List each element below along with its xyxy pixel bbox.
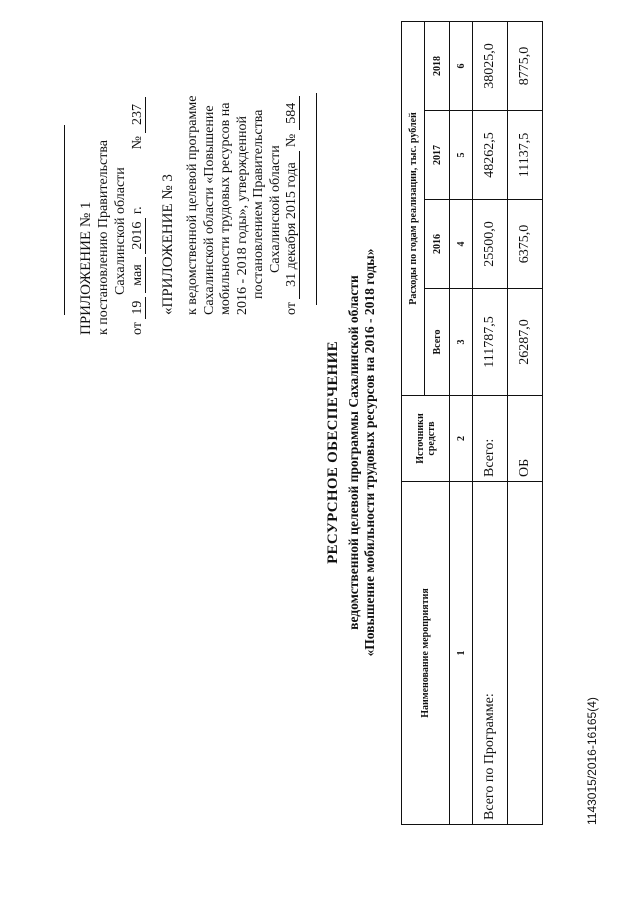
title-line2: ведомственной целевой программы Сахалинской области: [346, 275, 361, 630]
header-expenses: Расходы по годам реализации, тыс. рублей: [402, 22, 425, 396]
row-total: 111787,5: [473, 289, 508, 396]
document-code: 1143015/2016-16165(4): [585, 697, 599, 825]
appendix-1-line2: Сахалинской области: [113, 167, 128, 295]
appendix-3-block: [160, 0, 301, 315]
header-name: Наименование мероприятия: [402, 482, 450, 825]
table-header-row: [402, 22, 425, 825]
appendix-3-line5: постановлением Правительства: [251, 109, 266, 299]
number-label-2: №: [284, 133, 299, 148]
date-prefix: от: [130, 322, 145, 335]
col-number: 4: [450, 200, 473, 289]
row-2016: 6375,0: [508, 200, 543, 289]
header-total: Всего: [425, 289, 450, 396]
number-label: №: [130, 136, 145, 150]
decree-number-2: 584: [285, 96, 300, 130]
date-prefix-2: от: [284, 302, 299, 315]
row-source: Всего:: [473, 396, 508, 482]
appendix-3-date-line: [284, 0, 301, 315]
appendix-1-title: ПРИЛОЖЕНИЕ № 1: [78, 201, 94, 335]
rule-line: [64, 125, 65, 315]
appendix-3-title: «ПРИЛОЖЕНИЕ № 3: [160, 174, 176, 315]
row-source: ОБ: [508, 396, 543, 482]
header-source: Источники средств: [402, 396, 450, 482]
col-number: 5: [450, 111, 473, 200]
col-number: 3: [450, 289, 473, 396]
table-row: [473, 22, 508, 825]
row-name: [508, 482, 543, 825]
appendix-3-line4: 2016 - 2018 годы», утвержденной: [234, 115, 250, 315]
row-2018: 8775,0: [508, 22, 543, 111]
date-suffix: г.: [130, 206, 145, 215]
appendix-1-date-line: [129, 35, 146, 335]
row-2018: 38025,0: [473, 22, 508, 111]
col-number: 1: [450, 482, 473, 825]
date-text-2: 31 декабря 2015 года: [285, 151, 300, 299]
date-month: мая: [131, 257, 146, 293]
row-total: 26287,0: [508, 289, 543, 396]
date-day: 19: [131, 297, 146, 319]
col-number: 6: [450, 22, 473, 111]
table-column-numbers: [450, 22, 473, 825]
appendix-1-line1: к постановлению Правительства: [96, 139, 111, 335]
row-name: Всего по Программе:: [473, 482, 508, 825]
date-year: 2016: [131, 218, 146, 254]
header-2016: 2016: [425, 200, 450, 289]
header-2017: 2017: [425, 111, 450, 200]
appendix-1-block: [78, 35, 146, 335]
row-2017: 48262,5: [473, 111, 508, 200]
appendix-3-line6: Сахалинской области: [267, 145, 283, 273]
document-title: [325, 0, 378, 905]
rule-line-2: [316, 93, 317, 305]
appendix-3-line1: к ведомственной целевой программе: [185, 95, 200, 315]
col-number: 2: [450, 396, 473, 482]
decree-number: 237: [131, 97, 146, 133]
appendix-3-line2: Сахалинской области «Повышение: [201, 105, 217, 315]
header-2018: 2018: [425, 22, 450, 111]
table-row: [508, 22, 543, 825]
title-line1: РЕСУРСНОЕ ОБЕСПЕЧЕНИЕ: [325, 341, 341, 564]
row-2016: 25500,0: [473, 200, 508, 289]
resource-table: [401, 21, 543, 825]
appendix-3-line3: мобильности трудовых ресурсов на: [218, 102, 233, 315]
title-line3: «Повышение мобильности трудовых ресурсов на 2016 - 2018 годы»: [362, 248, 377, 657]
row-2017: 11137,5: [508, 111, 543, 200]
